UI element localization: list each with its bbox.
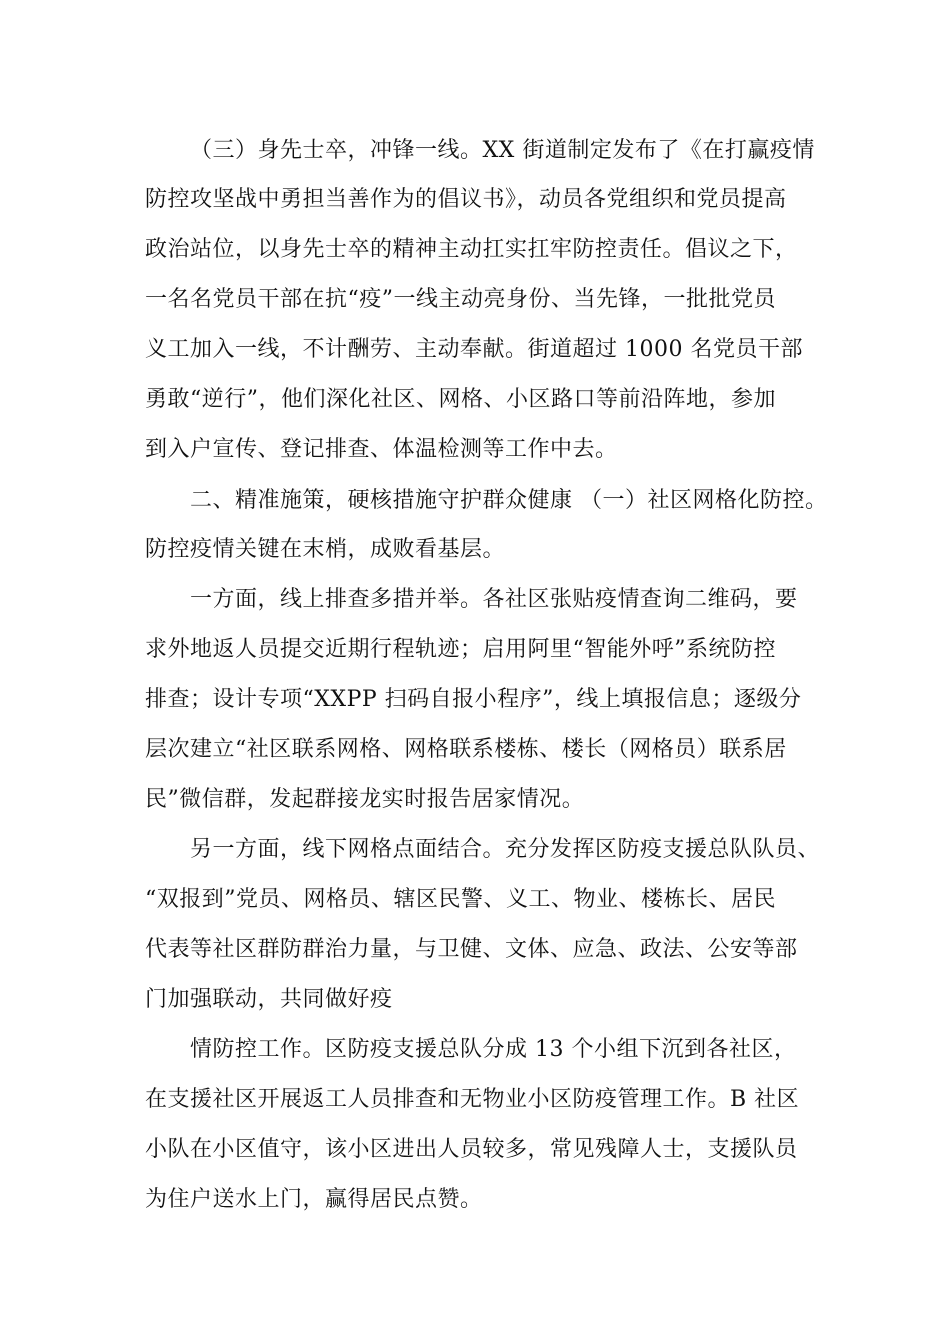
text-line: 情防控工作。区防疫支援总队分成 13 个小组下沉到各社区， — [190, 1037, 797, 1062]
text-line: 义工加入一线，不计酬劳、主动奉献。街道超过 1000 名党员干部 — [145, 337, 803, 362]
text-line: 门加强联动，共同做好疫 — [145, 987, 393, 1012]
text-line: 另一方面，线下网格点面结合。充分发挥区防疫支援总队队员、 — [190, 837, 821, 862]
text-line: 为住户送水上门，赢得居民点赞。 — [145, 1187, 483, 1212]
text-line: 一名名党员干部在抗“疫”一线主动亮身份、当先锋，一批批党员 — [145, 287, 776, 312]
text-line: 小队在小区值守，该小区进出人员较多，常见残障人士，支援队员 — [145, 1137, 798, 1162]
text-line: （三）身先士卒，冲锋一线。XX 街道制定发布了《在打赢疫情 — [190, 138, 815, 163]
text-line: 排查；设计专项“XXPP 扫码自报小程序”，线上填报信息；逐级分 — [145, 687, 802, 712]
text-line: 在支援社区开展返工人员排查和无物业小区防疫管理工作。B 社区 — [145, 1087, 800, 1112]
section-heading: 二、精准施策，硬核措施守护群众健康 （一）社区网格化防控。 — [190, 488, 828, 513]
text-line: 防控攻坚战中勇担当善作为的倡议书》，动员各党组织和党员提高 — [145, 187, 787, 212]
text-line: 民”微信群，发起群接龙实时报告居家情况。 — [145, 787, 585, 812]
text-line: “双报到”党员、网格员、辖区民警、义工、物业、楼栋长、居民 — [145, 887, 776, 912]
text-line: 防控疫情关键在末梢，成败看基层。 — [145, 537, 506, 562]
text-line: 勇敢“逆行”，他们深化社区、网格、小区路口等前沿阵地，参加 — [145, 387, 776, 412]
text-line: 层次建立“社区联系网格、网格联系楼栋、楼长（网格员）联系居 — [145, 737, 787, 762]
text-line: 到入户宣传、登记排查、体温检测等工作中去。 — [145, 437, 618, 462]
text-line: 代表等社区群防群治力量，与卫健、文体、应急、政法、公安等部 — [145, 937, 798, 962]
text-line: 一方面，线上排查多措并举。各社区张贴疫情查询二维码，要 — [190, 587, 798, 612]
text-line: 政治站位，以身先士卒的精神主动扛实扛牢防控责任。倡议之下， — [145, 237, 798, 262]
text-line: 求外地返人员提交近期行程轨迹；启用阿里“智能外呼”系统防控 — [145, 637, 776, 662]
